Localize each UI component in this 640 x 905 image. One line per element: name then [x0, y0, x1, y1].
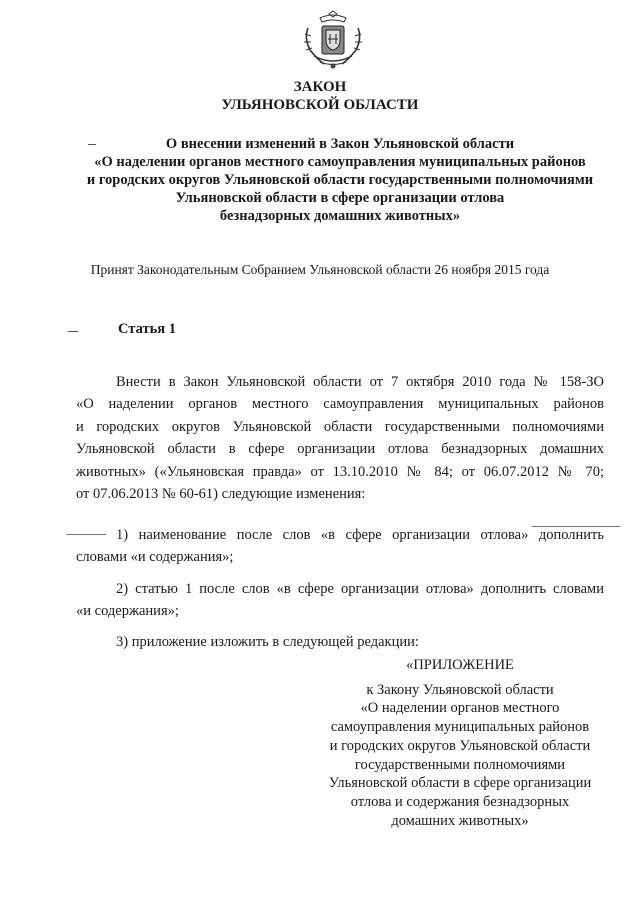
text-line: «О наделении органов местного самоуправления муниципальных районов [76, 396, 604, 413]
appendix-line: домашних животных» [391, 812, 529, 829]
heading-line: «О наделении органов местного самоуправления муниципальных районов [94, 154, 586, 170]
appendix-line: и городских округов Ульяновской области [329, 737, 591, 754]
appendix-line: «О наделении органов местного [360, 700, 560, 717]
heading-line: и городских округов Ульяновской области государственными полномочиями [86, 172, 594, 188]
adoption-note: Принят Законодательным Собранием Ульяновской области 26 ноября 2015 года [90, 262, 550, 277]
appendix-heading [300, 656, 620, 830]
appendix-line: отлова и содержания безнадзорных [350, 793, 570, 810]
text-line: 2) статью 1 после слов «в сфере организации отлова» дополнить словами [116, 581, 604, 597]
appendix-line: Ульяновской области в сфере организации [328, 775, 592, 792]
text-line: Внести в Закон Ульяновской области от 7 октября 2010 года № 158-ЗО [116, 374, 604, 390]
article-intro [76, 371, 604, 505]
law-heading [60, 135, 620, 225]
scan-mark [68, 331, 78, 332]
appendix-line: к Закону Ульяновской области [366, 681, 554, 698]
law-title: ЗАКОН [293, 79, 347, 95]
article-title: Статья 1 [118, 321, 176, 337]
text-line: «и содержания»; [76, 603, 179, 620]
text-line: от 07.06.2013 № 60-61) следующие изменения: [76, 485, 366, 502]
text-line: и городских округов Ульяновской области государственными полномочиями [76, 418, 604, 435]
text-line: Ульяновской области в сфере организации отлова безнадзорных домашних [76, 441, 604, 458]
appendix-line: государственными полномочиями [354, 756, 566, 773]
text-line: 1) наименование после слов «в сфере организации отлова» дополнить [116, 527, 604, 543]
item-2 [76, 578, 604, 623]
item-1 [76, 524, 604, 569]
item-3 [76, 631, 604, 653]
appendix-line: самоуправления муниципальных районов [330, 719, 590, 736]
heading-line: Ульяновской области в сфере организации отлова [175, 190, 505, 206]
heading-line: безнадзорных домашних животных» [219, 208, 461, 224]
text-line: животных» («Ульяновская правда» от 13.10.2010 № 84; от 06.07.2012 № 70; [76, 463, 604, 480]
coat-of-arms-emblem [300, 8, 366, 70]
text-line: 3) приложение изложить в следующей редакции: [116, 634, 419, 650]
text-line: словами «и содержания»; [76, 549, 234, 566]
appendix-title: «ПРИЛОЖЕНИЕ [406, 657, 514, 673]
law-region: УЛЬЯНОВСКОЙ ОБЛАСТИ [221, 97, 419, 113]
heading-line: О внесении изменений в Закон Ульяновской области [165, 136, 515, 152]
